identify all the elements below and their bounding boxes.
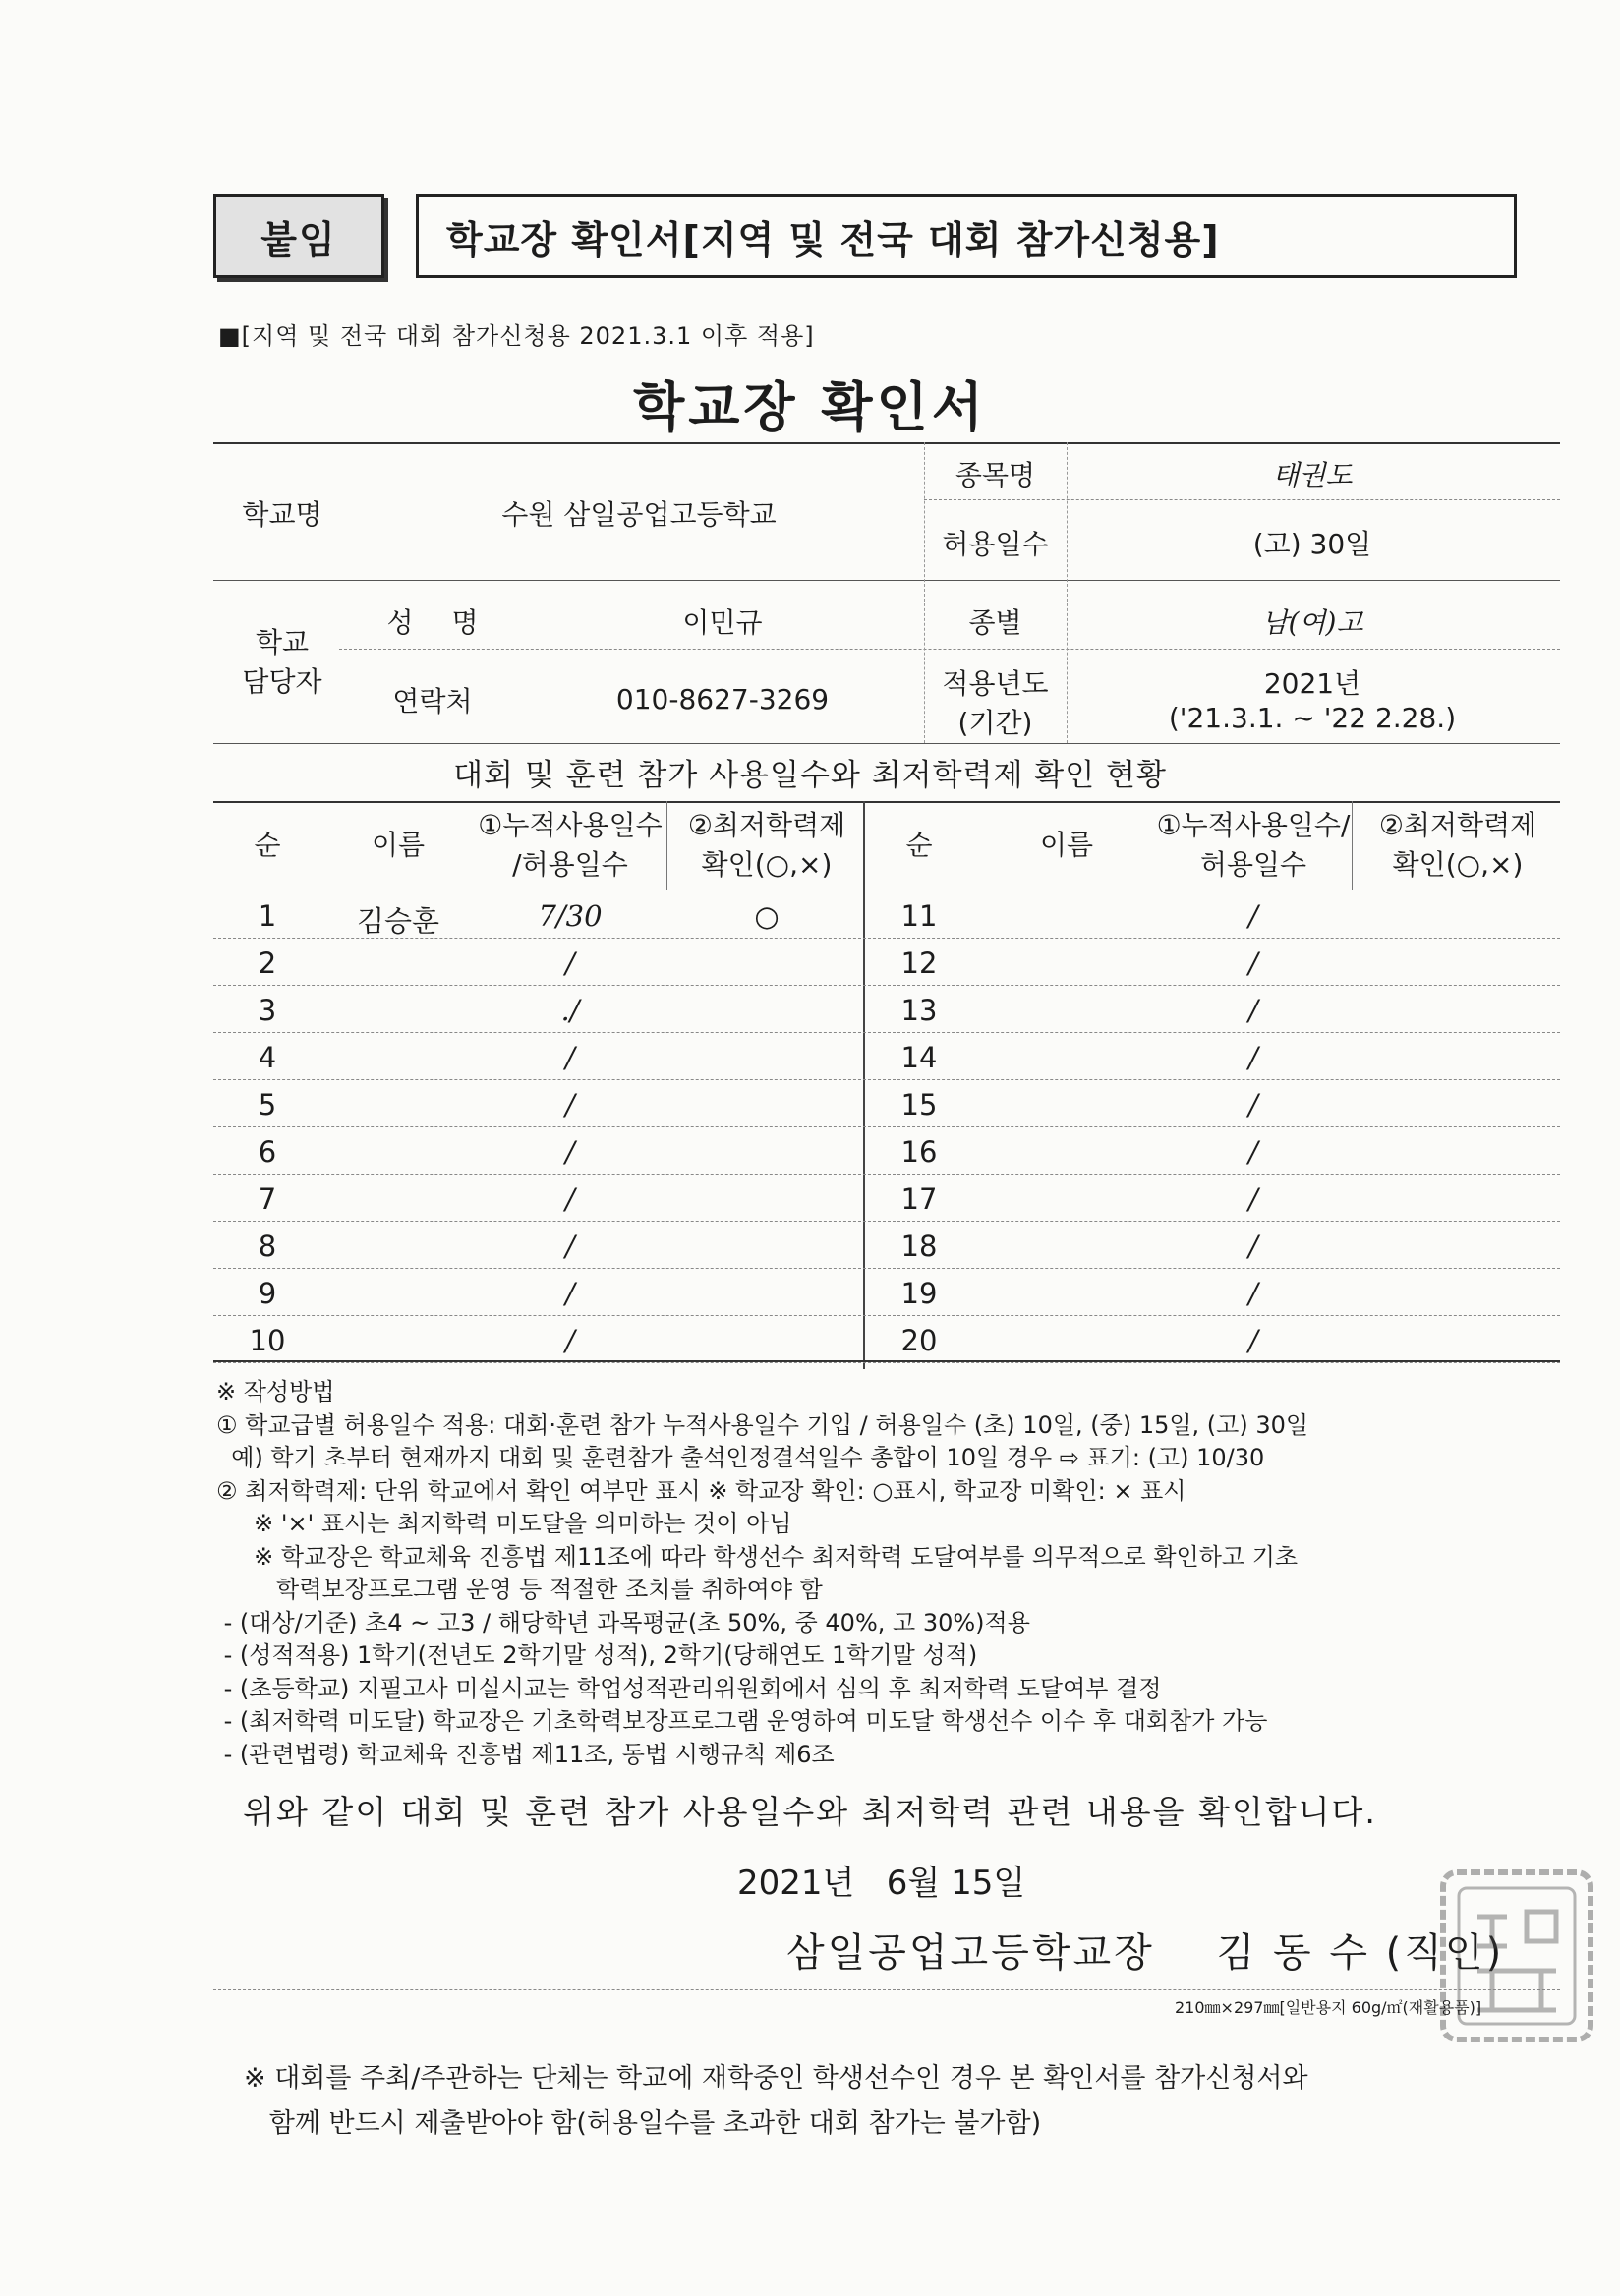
row-seq: 6: [258, 1135, 277, 1169]
attachment-label: 붙임: [213, 194, 384, 278]
row-days: /: [565, 947, 575, 980]
section-title: 대회 및 훈련 참가 사용일수와 최저학력제 확인 현황: [453, 758, 1167, 793]
row-seq: 3: [258, 994, 277, 1027]
info-line: [213, 580, 1560, 581]
table-row-line: [213, 1221, 1560, 1222]
row-days-right: /: [1248, 1230, 1258, 1263]
row-seq-right: 18: [900, 1230, 938, 1263]
row-seq: 4: [258, 1041, 277, 1074]
table-row-line: [213, 1079, 1560, 1080]
table-row-line: [213, 1362, 1560, 1363]
header-days-1: ①누적사용일수: [478, 809, 663, 841]
row-name: 김승훈: [356, 904, 440, 938]
row-seq-right: 11: [900, 899, 938, 933]
info-line: [213, 743, 1560, 744]
row-seq: 2: [258, 947, 277, 980]
row-seq: 5: [258, 1088, 277, 1121]
name-label: 성 명: [386, 606, 479, 639]
info-line: [339, 649, 1560, 650]
manager-label-1: 학교: [255, 626, 310, 659]
header-name: 이름: [371, 829, 426, 861]
year-value-2: ('21.3.1. ~ '22 2.28.): [1168, 702, 1457, 734]
confirm-text: 위와 같이 대회 및 훈련 참가 사용일수와 최저학력 관련 내용을 확인합니다.: [243, 1793, 1377, 1831]
table-row-line: [213, 985, 1560, 986]
year-value-1: 2021년: [1263, 667, 1361, 700]
footer-line: [213, 1989, 1560, 1990]
row-seq-right: 12: [900, 947, 938, 980]
row-days-right: /: [1248, 1135, 1258, 1169]
table-divider: [1352, 801, 1353, 890]
info-top-border: [213, 442, 1560, 444]
row-seq-right: 17: [900, 1182, 938, 1216]
header-days-right-2: 허용일수: [1199, 848, 1307, 881]
note-line: ② 최저학력제: 단위 학교에서 확인 여부만 표시 ※ 학교장 확인: ○표시, 학교장 미확인: × 표시: [216, 1476, 1186, 1505]
row-days: 7/30: [538, 899, 603, 933]
principal-signature: 삼일공업고등학교장 김 동 수 (직인): [786, 1930, 1505, 1976]
year-label-2: (기간): [957, 707, 1033, 739]
event-value: 태권도: [1272, 459, 1353, 491]
row-seq-right: 14: [900, 1041, 938, 1074]
note-line: ※ 작성방법: [216, 1378, 335, 1406]
final-note-2: 함께 반드시 제출받아야 함(허용일수를 초과한 대회 참가는 불가함): [244, 2108, 1042, 2139]
note-line: - (성적적용) 1학기(전년도 2학기말 성적), 2학기(당해연도 1학기말 성적): [216, 1641, 978, 1669]
row-days: /: [565, 1324, 575, 1357]
row-days-right: /: [1248, 1041, 1258, 1074]
row-days: /: [565, 1277, 575, 1310]
year-label-1: 적용년도: [942, 667, 1049, 700]
header-seq: 순: [254, 829, 281, 861]
name-value: 이민규: [682, 606, 763, 639]
row-days-right: /: [1248, 1182, 1258, 1216]
header-seq-right: 순: [905, 829, 933, 861]
row-days-right: /: [1248, 1277, 1258, 1310]
note-line: 학력보장프로그램 운영 등 적절한 조치를 취하여야 함: [216, 1576, 823, 1603]
official-seal-icon: [1433, 1863, 1600, 2049]
header-title: 학교장 확인서[지역 및 전국 대회 참가신청용]: [416, 194, 1517, 278]
row-days: /: [565, 1088, 575, 1121]
table-top-border: [213, 801, 1560, 803]
note-line: - (최저학력 미도달) 학교장은 기초학력보장프로그램 운영하여 미도달 학생선수 이수 후 대회참가 가능: [216, 1707, 1268, 1735]
table-row-line: [213, 1126, 1560, 1127]
contact-value: 010-8627-3269: [615, 683, 830, 716]
row-seq: 9: [258, 1277, 277, 1310]
row-seq-right: 20: [900, 1324, 938, 1357]
contact-label: 연락처: [392, 685, 473, 718]
row-seq: 1: [258, 899, 277, 933]
table-row-line: [213, 1032, 1560, 1033]
row-academic-check: ○: [754, 899, 780, 933]
row-seq-right: 13: [900, 994, 938, 1027]
row-days: ./: [560, 994, 580, 1027]
header-academic-1: ②최저학력제: [687, 809, 846, 841]
subtitle-note: ■[지역 및 전국 대회 참가신청용 2021.3.1 이후 적용]: [218, 322, 815, 350]
row-days: /: [565, 1230, 575, 1263]
table-row-line: [213, 1315, 1560, 1316]
row-days: /: [565, 1041, 575, 1074]
header-academic-right-1: ②최저학력제: [1378, 809, 1537, 841]
date-text: 2021년 6월 15일: [737, 1864, 1026, 1903]
doc-title: 학교장 확인서: [633, 376, 987, 438]
header-academic-right-2: 확인(○,×): [1392, 848, 1524, 881]
row-days-right: /: [1248, 947, 1258, 980]
row-days-right: /: [1248, 899, 1258, 933]
row-days: /: [565, 1135, 575, 1169]
note-line: - (초등학교) 지필고사 미실시교는 학업성적관리위원회에서 심의 후 최저학력 도달여부 결정: [216, 1674, 1162, 1702]
row-seq: 10: [249, 1324, 286, 1357]
allowed-days-value: (고) 30일: [1252, 528, 1372, 560]
note-line: 예) 학기 초부터 현재까지 대회 및 훈련참가 출석인정결석일수 총합이 10일 경우 ⇨ 표기: (고) 10/30: [216, 1444, 1265, 1471]
row-days: /: [565, 1182, 575, 1216]
row-seq-right: 15: [900, 1088, 938, 1121]
note-line: ※ 학교장은 학교체육 진흥법 제11조에 따라 학생선수 최저학력 도달여부를 의무적으로 확인하고 기초: [216, 1542, 1299, 1571]
row-days-right: /: [1248, 1324, 1258, 1357]
row-seq-right: 16: [900, 1135, 938, 1169]
category-label: 종별: [968, 606, 1022, 639]
note-line: ※ '×' 표시는 최저학력 미도달을 의미하는 것이 아님: [216, 1510, 792, 1537]
table-row-line: [213, 1174, 1560, 1175]
header-days-2: /허용일수: [512, 848, 628, 881]
table-bottom-border: [213, 1360, 1560, 1362]
row-seq: 7: [258, 1182, 277, 1216]
row-days-right: /: [1248, 994, 1258, 1027]
school-label: 학교명: [242, 498, 322, 531]
info-line: [924, 499, 1560, 500]
row-days-right: /: [1248, 1088, 1258, 1121]
category-value: 남(여)고: [1261, 606, 1363, 639]
note-line: ① 학교급별 허용일수 적용: 대회·훈련 참가 누적사용일수 기입 / 허용일수 (초) 10일, (중) 15일, (고) 30일: [216, 1410, 1309, 1439]
row-seq-right: 19: [900, 1277, 938, 1310]
final-note-1: ※ 대회를 주최/주관하는 단체는 학교에 재학중인 학생선수인 경우 본 확인서를 참가신청서와: [244, 2063, 1308, 2094]
event-label: 종목명: [955, 459, 1036, 491]
school-value: 수원 삼일공업고등학교: [501, 498, 777, 531]
row-seq: 8: [258, 1230, 277, 1263]
allowed-days-label: 허용일수: [942, 528, 1049, 560]
manager-label-2: 담당자: [242, 665, 322, 698]
table-row-line: [213, 1268, 1560, 1269]
header-days-right-1: ①누적사용일수/: [1156, 809, 1351, 841]
header-academic-2: 확인(○,×): [701, 848, 833, 881]
paper-size-note: 210㎜×297㎜[일반용지 60g/㎡(재활용품)]: [1175, 1998, 1482, 2017]
note-line: - (관련법령) 학교체육 진흥법 제11조, 동법 시행규칙 제6조: [216, 1740, 835, 1768]
header-name-right: 이름: [1039, 829, 1094, 861]
note-line: - (대상/기준) 초4 ~ 고3 / 해당학년 과목평균(초 50%, 중 40%, 고 30%)적용: [216, 1608, 1030, 1636]
